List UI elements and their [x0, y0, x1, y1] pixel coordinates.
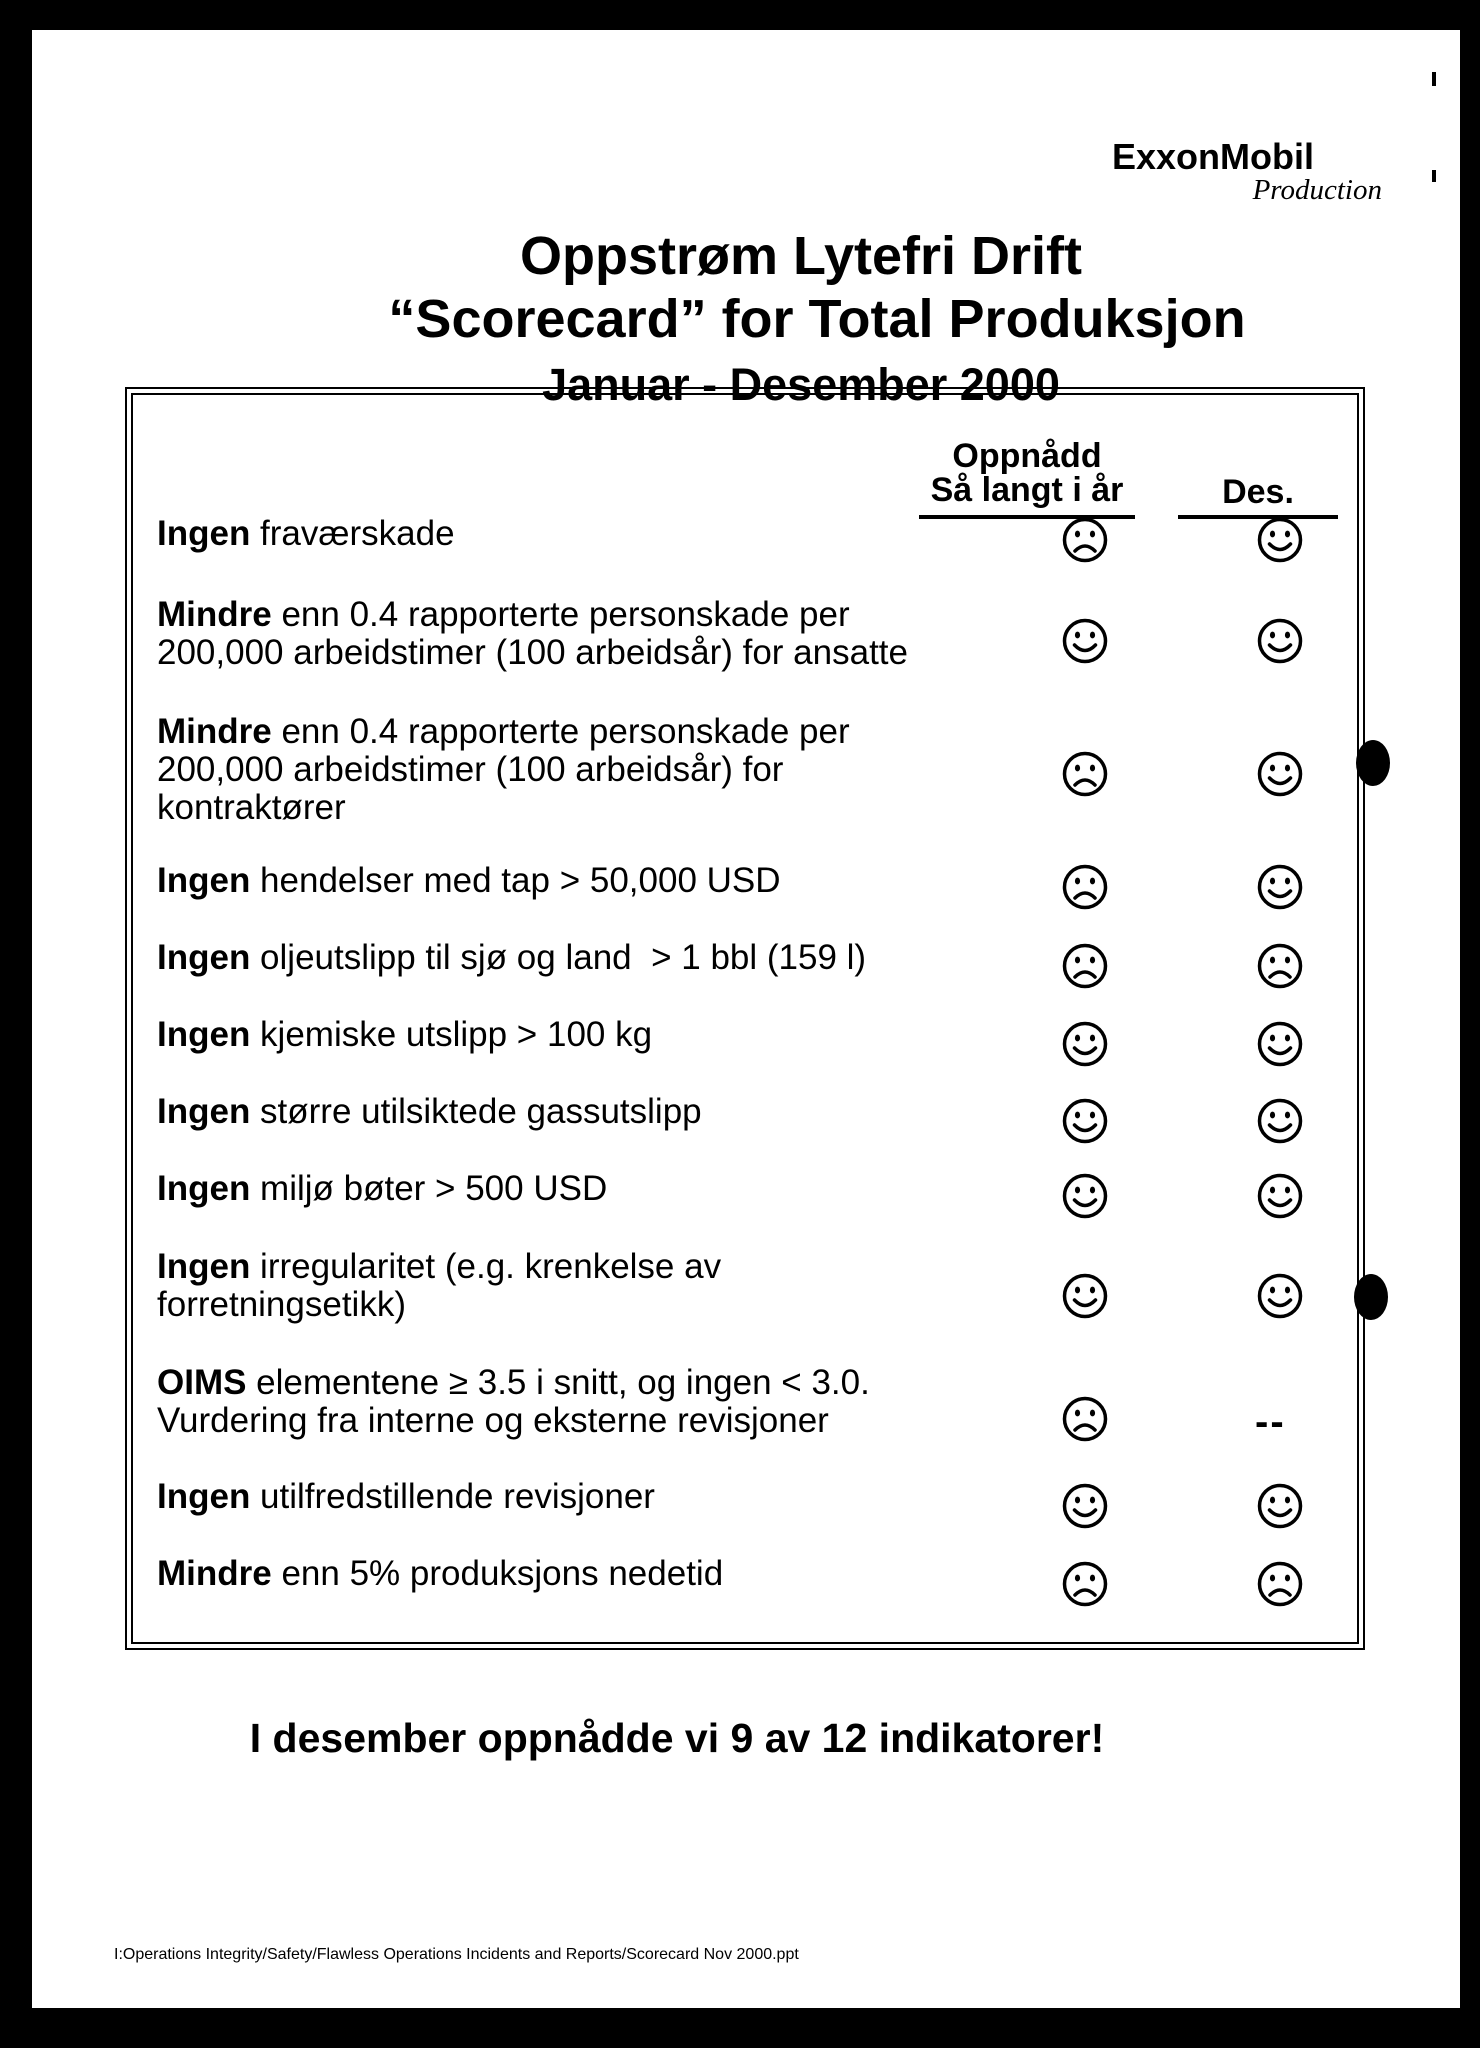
indicator-text: oljeutslipp til sjø og land > 1 bbl (159 l) — [250, 938, 867, 977]
indicator-label — [157, 1016, 1017, 1054]
indicator-text: forretningsetikk) — [157, 1285, 406, 1324]
scan-speck — [1432, 170, 1436, 182]
indicator-text: kontraktører — [157, 788, 346, 827]
sad-face-icon — [1062, 751, 1108, 797]
indicator-label — [157, 596, 1017, 672]
indicator-keyword: Ingen — [157, 1092, 251, 1131]
indicator-label — [157, 515, 1017, 553]
indicator-text: miljø bøter > 500 USD — [250, 1169, 608, 1208]
indicator-text: utilfredstillende revisjoner — [250, 1477, 655, 1516]
sad-face-icon — [1062, 943, 1108, 989]
title-block — [32, 226, 1480, 414]
indicator-text: kjemiske utslipp > 100 kg — [250, 1015, 653, 1054]
punch-hole-mark — [1356, 740, 1390, 786]
scan-speck — [1432, 72, 1436, 86]
happy-face-icon — [1257, 1483, 1303, 1529]
indicator-keyword: Mindre — [157, 1554, 272, 1593]
indicator-text: elementene ≥ 3.5 i snitt, og ingen < 3.0. — [246, 1363, 870, 1402]
indicator-keyword: Ingen — [157, 1169, 251, 1208]
sad-face-icon — [1062, 864, 1108, 910]
sad-face-icon — [1257, 943, 1303, 989]
happy-face-icon — [1257, 1273, 1303, 1319]
happy-face-icon — [1062, 1021, 1108, 1067]
not-applicable-dash: -- — [1255, 1400, 1286, 1444]
indicator-label — [157, 1555, 1017, 1593]
indicator-label — [157, 939, 1017, 977]
happy-face-icon — [1257, 1098, 1303, 1144]
happy-face-icon — [1257, 751, 1303, 797]
sad-face-icon — [1257, 1561, 1303, 1607]
happy-face-icon — [1062, 618, 1108, 664]
indicator-text: større utilsiktede gassutslipp — [250, 1092, 702, 1131]
indicator-keyword: Mindre — [157, 712, 272, 751]
scanned-page — [32, 30, 1460, 2008]
file-path-footer: I:Operations Integrity/Safety/Flawless Operations Incidents and Reports/Scorecard Nov 2000.ppt — [114, 1946, 799, 1963]
summary-text: I desember oppnådde vi 9 av 12 indikatorer! — [249, 1715, 1105, 1761]
indicator-keyword: Mindre — [157, 595, 272, 634]
sad-face-icon — [1062, 1561, 1108, 1607]
indicator-text: hendelser med tap > 50,000 USD — [250, 861, 781, 900]
column-header-month: Des. — [1222, 473, 1294, 511]
happy-face-icon — [1257, 1173, 1303, 1219]
title-line-2: “Scorecard” for Total Produksjon — [388, 289, 1246, 349]
indicator-text: 200,000 arbeidstimer (100 arbeidsår) for ansatte — [157, 633, 908, 672]
happy-face-icon — [1062, 1483, 1108, 1529]
happy-face-icon — [1062, 1098, 1108, 1144]
indicator-label — [157, 1248, 1017, 1324]
indicator-label — [157, 1093, 1017, 1131]
column-header-ytd-line1: Oppnådd — [952, 437, 1102, 475]
indicator-keyword: Ingen — [157, 938, 251, 977]
indicator-label — [157, 1478, 1017, 1516]
punch-hole-mark — [1354, 1274, 1388, 1320]
happy-face-icon — [1257, 618, 1303, 664]
indicator-label — [157, 862, 1017, 900]
title-line-1: Oppstrøm Lytefri Drift — [519, 226, 1083, 286]
indicator-keyword: Ingen — [157, 514, 251, 553]
indicator-text: enn 0.4 rapporterte personskade per — [271, 595, 850, 634]
indicator-keyword: OIMS — [157, 1363, 247, 1402]
indicator-keyword: Ingen — [157, 1247, 251, 1286]
title-line-3: Januar - Desember 2000 — [542, 359, 1060, 410]
happy-face-icon — [1062, 1273, 1108, 1319]
indicator-keyword: Ingen — [157, 1015, 251, 1054]
indicator-label — [157, 713, 1017, 827]
indicator-text: enn 5% produksjons nedetid — [271, 1554, 724, 1593]
indicator-label — [157, 1170, 1017, 1208]
indicator-text: Vurdering fra interne og eksterne revisjoner — [157, 1401, 829, 1440]
indicator-keyword: Ingen — [157, 1477, 251, 1516]
indicator-text: irregularitet (e.g. krenkelse av — [250, 1247, 722, 1286]
indicator-text: fraværskade — [250, 514, 455, 553]
column-header-ytd — [919, 439, 1135, 507]
happy-face-icon — [1257, 517, 1303, 563]
happy-face-icon — [1062, 1173, 1108, 1219]
happy-face-icon — [1257, 1021, 1303, 1067]
happy-face-icon — [1257, 864, 1303, 910]
sad-face-icon — [1062, 1396, 1108, 1442]
sad-face-icon — [1062, 517, 1108, 563]
exxonmobil-logo — [1112, 136, 1382, 207]
indicator-text: 200,000 arbeidstimer (100 arbeidsår) for — [157, 750, 784, 789]
logo-brand: ExxonMobil — [1112, 136, 1315, 177]
indicator-label — [157, 1364, 1017, 1440]
column-header-ytd-line2: Så langt i år — [930, 471, 1124, 509]
indicator-text: enn 0.4 rapporterte personskade per — [271, 712, 850, 751]
logo-subtitle: Production — [1252, 174, 1382, 206]
indicator-keyword: Ingen — [157, 861, 251, 900]
